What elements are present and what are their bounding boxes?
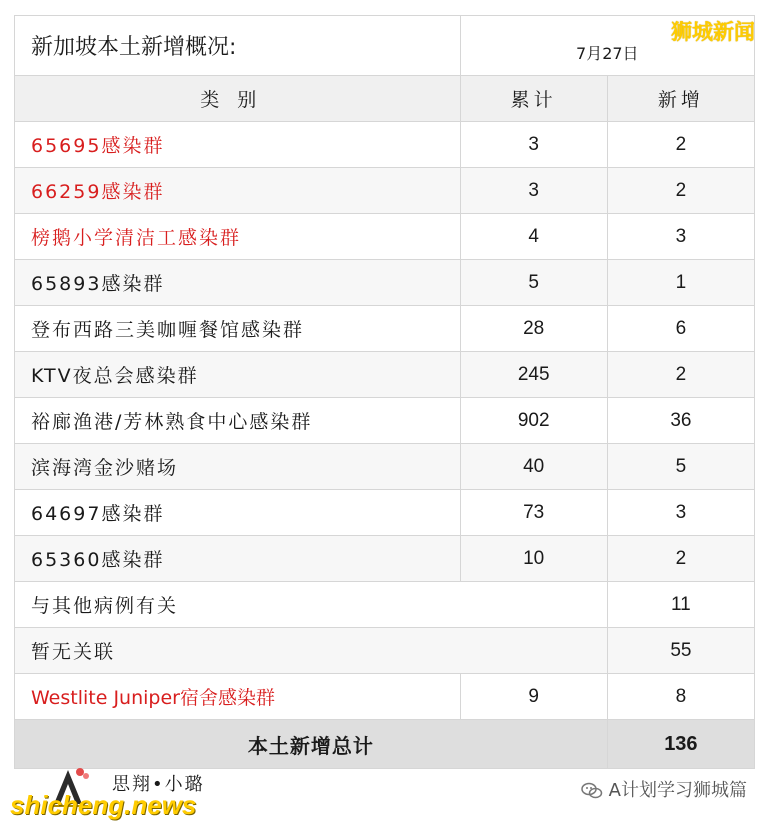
row-cumulative: 3 (460, 122, 607, 168)
table-row (15, 122, 755, 168)
wechat-account-name: A计划学习狮城篇 (608, 780, 747, 801)
table-row (15, 398, 755, 444)
row-cumulative: 245 (460, 352, 607, 398)
row-cumulative: 28 (460, 306, 607, 352)
row-category: 滨海湾金沙赌场 (15, 444, 461, 490)
row-category: 65893感染群 (15, 260, 461, 306)
author-signature: 思翔•小璐 (112, 774, 205, 795)
row-category: 65360感染群 (15, 536, 461, 582)
row-new: 3 (607, 214, 754, 260)
total-new: 136 (607, 720, 754, 769)
row-new: 36 (607, 398, 754, 444)
footer (0, 758, 769, 822)
table-title: 新加坡本土新增概况: (15, 16, 461, 76)
row-new: 2 (607, 168, 754, 214)
row-cumulative: 40 (460, 444, 607, 490)
row-new: 2 (607, 536, 754, 582)
site-watermark: shicheng.news (10, 790, 197, 820)
cases-table (14, 15, 755, 769)
table-row (15, 444, 755, 490)
row-cumulative: 902 (460, 398, 607, 444)
row-category: 暂无关联 (15, 628, 608, 674)
header-category: 类别 (15, 76, 461, 122)
row-category: Westlite Juniper宿舍感染群 (15, 674, 461, 720)
row-new: 5 (607, 444, 754, 490)
wechat-account (581, 776, 747, 802)
row-new: 1 (607, 260, 754, 306)
row-category: 64697感染群 (15, 490, 461, 536)
row-cumulative: 4 (460, 214, 607, 260)
row-new: 2 (607, 352, 754, 398)
row-cumulative: 3 (460, 168, 607, 214)
row-new: 11 (607, 582, 754, 628)
row-category: KTV夜总会感染群 (15, 352, 461, 398)
row-category: 榜鹅小学清洁工感染群 (15, 214, 461, 260)
row-category: 66259感染群 (15, 168, 461, 214)
table-row (15, 674, 755, 720)
title-row (15, 16, 755, 76)
table-row (15, 490, 755, 536)
brand-watermark-top: 狮城新闻 (671, 20, 755, 44)
table-row (15, 260, 755, 306)
table-row (15, 306, 755, 352)
row-category: 登布西路三美咖喱餐馆感染群 (15, 306, 461, 352)
row-new: 3 (607, 490, 754, 536)
row-cumulative: 73 (460, 490, 607, 536)
row-category: 65695感染群 (15, 122, 461, 168)
table-row (15, 352, 755, 398)
header-cumulative: 累计 (460, 76, 607, 122)
total-label: 本土新增总计 (15, 720, 608, 769)
row-category: 与其他病例有关 (15, 582, 608, 628)
wechat-icon (581, 782, 603, 800)
table-body (15, 122, 755, 582)
table-row (15, 628, 755, 674)
row-cumulative: 5 (460, 260, 607, 306)
row-new: 6 (607, 306, 754, 352)
header-row (15, 76, 755, 122)
row-cumulative: 9 (460, 674, 607, 720)
report-date: 7月27日 (460, 16, 754, 76)
table-row (15, 214, 755, 260)
row-new: 2 (607, 122, 754, 168)
table-row (15, 168, 755, 214)
row-cumulative: 10 (460, 536, 607, 582)
header-new: 新增 (607, 76, 754, 122)
table-row (15, 536, 755, 582)
table-row (15, 582, 755, 628)
row-new: 8 (607, 674, 754, 720)
row-category: 裕廊渔港/芳林熟食中心感染群 (15, 398, 461, 444)
row-new: 55 (607, 628, 754, 674)
